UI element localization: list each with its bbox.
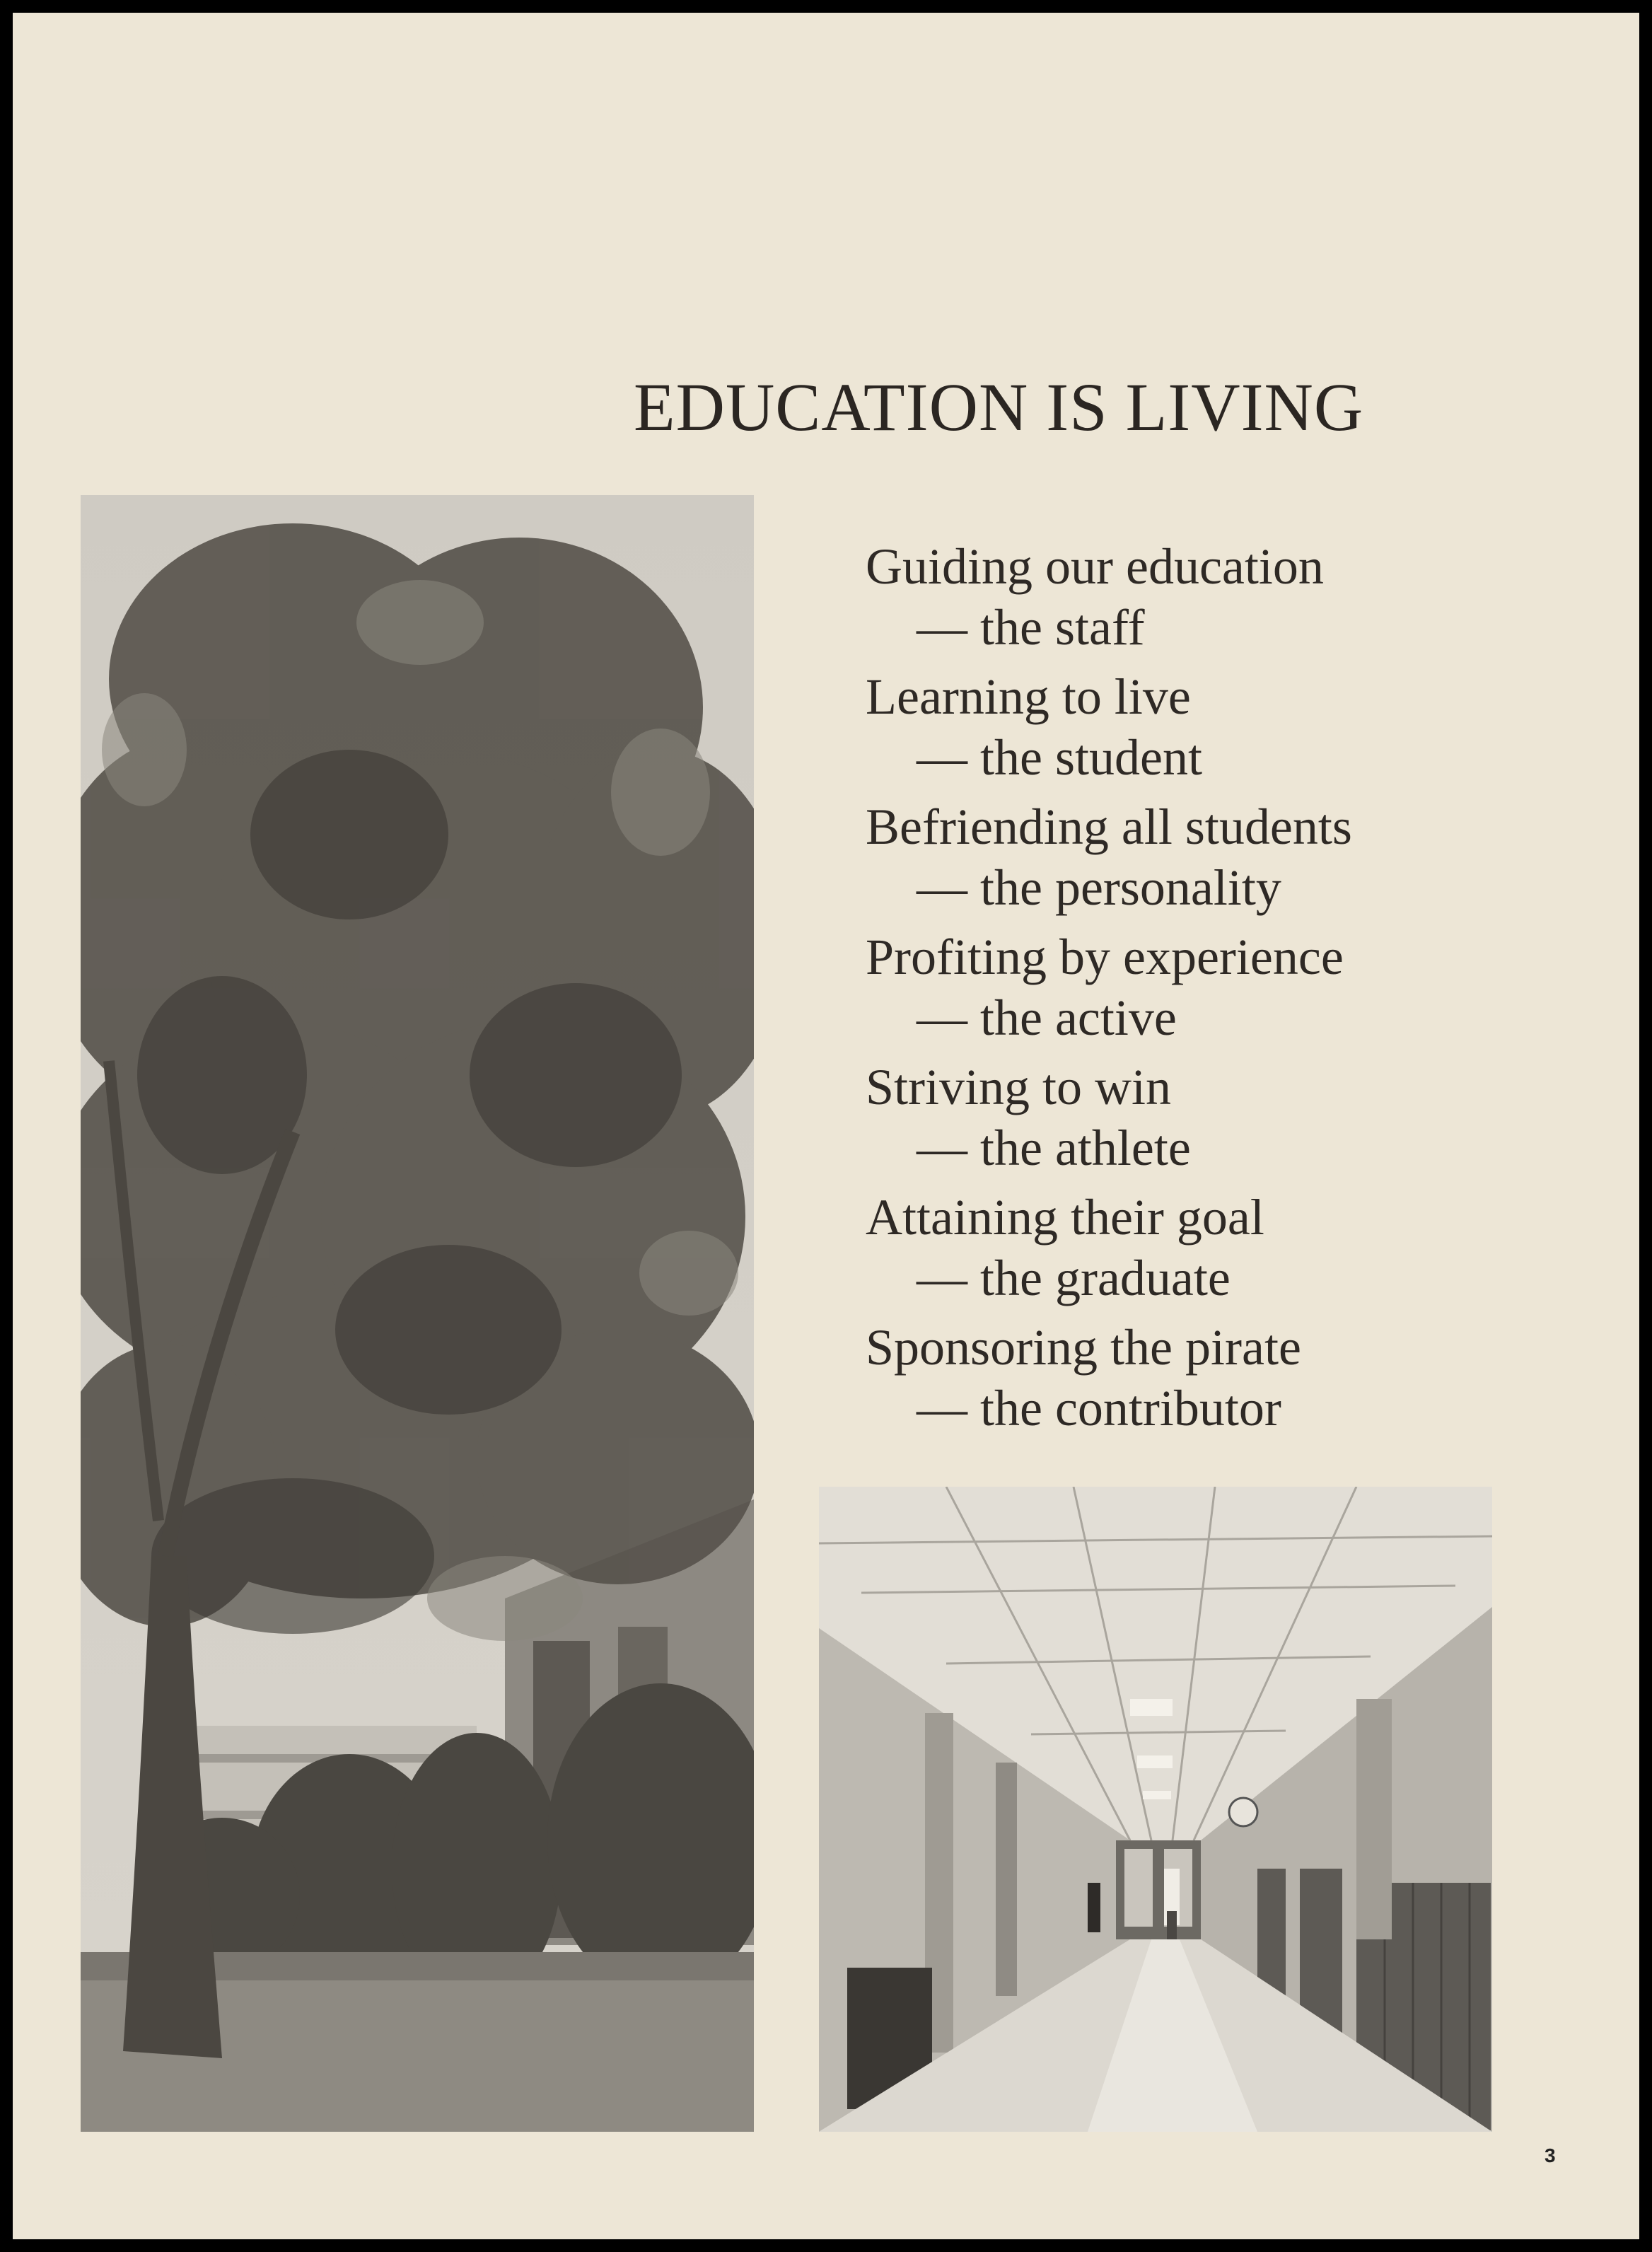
verse-stanza — [866, 1187, 1352, 1308]
verse-line: Striving to win — [866, 1059, 1172, 1115]
verse-stanza — [866, 1317, 1352, 1439]
verse-role: — the active — [917, 989, 1177, 1046]
verse-stanza — [866, 927, 1352, 1048]
yearbook-page — [13, 13, 1639, 2239]
hallway-photo — [819, 1487, 1492, 2132]
verse-stanza — [866, 666, 1352, 788]
verse-line: Befriending all students — [866, 799, 1352, 855]
verse-role: — the athlete — [917, 1120, 1191, 1176]
verse-list — [866, 536, 1352, 1447]
verse-line: Sponsoring the pirate — [866, 1319, 1301, 1376]
verse-stanza — [866, 536, 1352, 658]
page-number: 3 — [1545, 2144, 1556, 2166]
verse-line: Learning to live — [866, 668, 1191, 725]
verse-role: — the graduate — [917, 1250, 1231, 1306]
verse-line: Attaining their goal — [866, 1189, 1264, 1246]
verse-line: Guiding our education — [866, 538, 1324, 595]
verse-role: — the student — [917, 729, 1202, 786]
verse-line: Profiting by experience — [866, 929, 1344, 985]
verse-role: — the contributor — [917, 1380, 1281, 1436]
page-title: EDUCATION IS LIVING — [634, 369, 1364, 445]
verse-role: — the personality — [917, 859, 1281, 916]
verse-stanza — [866, 796, 1352, 918]
verse-role: — the staff — [917, 599, 1145, 656]
tree-photo — [81, 495, 754, 2132]
verse-stanza — [866, 1057, 1352, 1178]
